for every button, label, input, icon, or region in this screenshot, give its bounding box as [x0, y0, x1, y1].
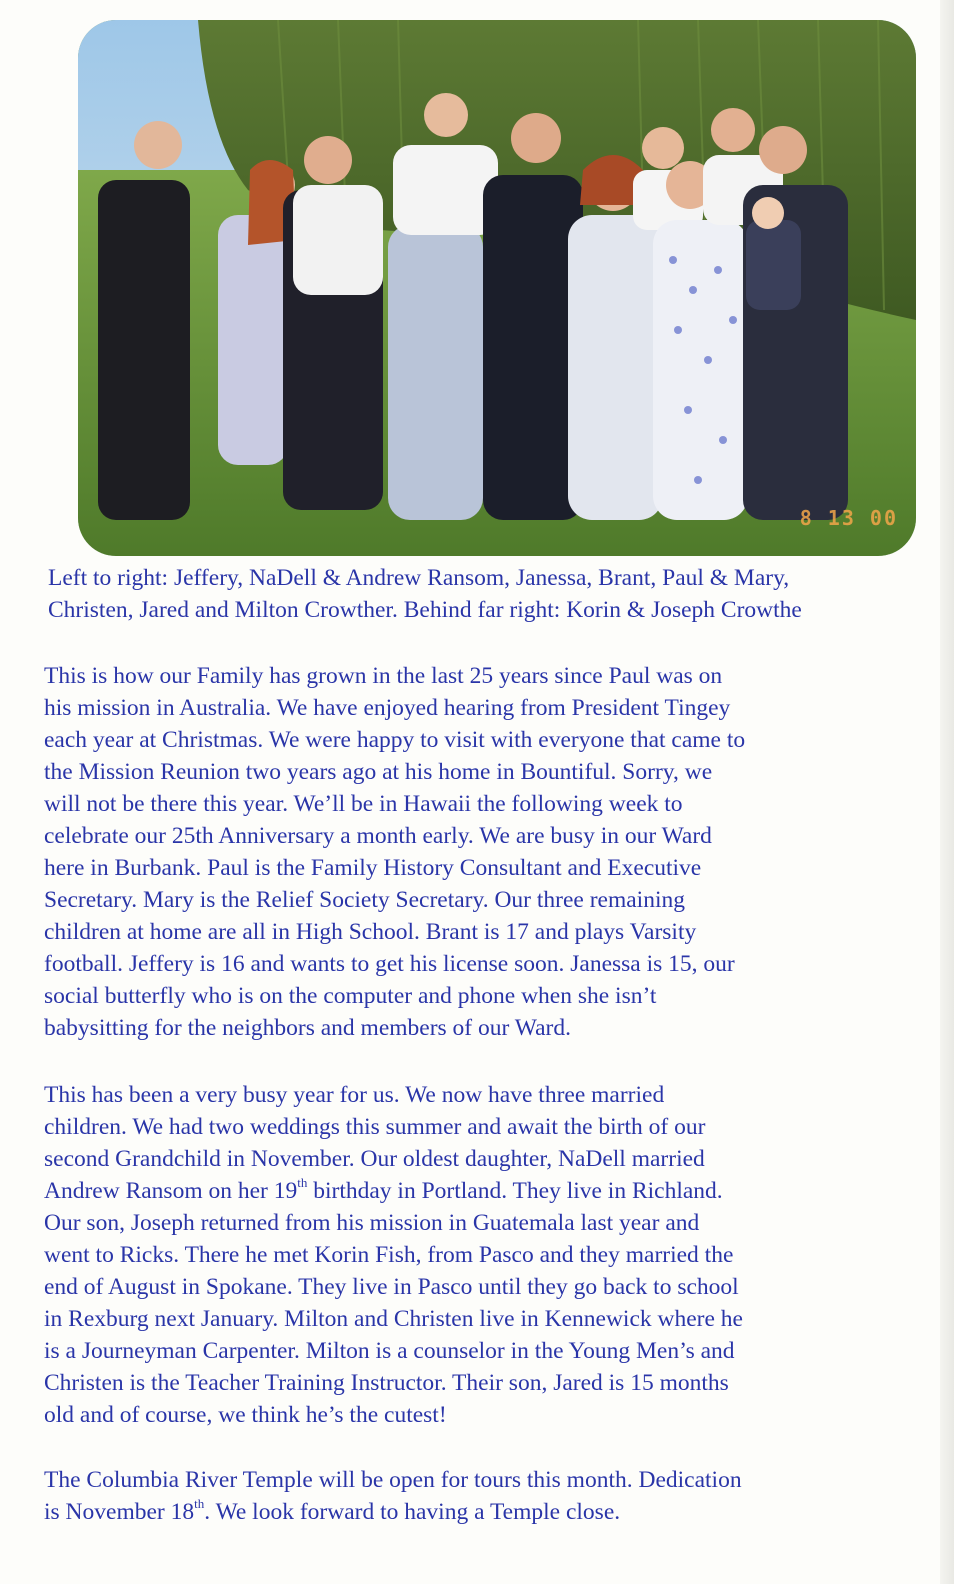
paragraph-temple: [44, 1464, 904, 1528]
photo-date-stamp: 8 13 00: [799, 506, 898, 530]
paragraph-line: football. Jeffery is 16 and wants to get his license soon. Janessa is 15, our: [44, 951, 735, 977]
caption-line: Christen, Jared and Milton Crowther. Behind far right: Korin & Joseph Crowthe: [48, 597, 802, 623]
paragraph-line: second Grandchild in November. Our oldest daughter, NaDell married: [44, 1146, 705, 1172]
family-photo-illustration: [78, 20, 916, 556]
paragraph-line: This is how our Family has grown in the last 25 years since Paul was on: [44, 663, 723, 689]
paragraph-line: end of August in Spokane. They live in Pasco until they go back to school: [44, 1274, 739, 1300]
caption-line: Left to right: Jeffery, NaDell & Andrew Ransom, Janessa, Brant, Paul & Mary,: [48, 565, 790, 591]
ordinal-suffix: th: [194, 1496, 205, 1511]
photo-caption: [48, 562, 948, 626]
paragraph-line: Secretary. Mary is the Relief Society Secretary. Our three remaining: [44, 887, 685, 913]
line-text: birthday in Portland. They live in Richland.: [307, 1178, 723, 1204]
family-photo: [78, 20, 916, 556]
line-text: Andrew Ransom on her 19: [44, 1178, 298, 1204]
paragraph-busy-year: [44, 1079, 904, 1431]
ordinal-suffix: th: [297, 1175, 308, 1190]
paragraph-line-with-ordinal: [44, 1175, 904, 1207]
paragraph-line: each year at Christmas. We were happy to visit with everyone that came to: [44, 727, 746, 753]
paragraph-line: his mission in Australia. We have enjoyed hearing from President Tingey: [44, 695, 731, 721]
paragraph-line-with-ordinal: [44, 1496, 904, 1528]
paragraph-line: social butterfly who is on the computer and phone when she isn’t: [44, 983, 657, 1009]
paragraph-line: The Columbia River Temple will be open for tours this month. Dedication: [44, 1467, 742, 1493]
paragraph-line: will not be there this year. We’ll be in Hawaii the following week to: [44, 791, 683, 817]
line-text: . We look forward to having a Temple close.: [204, 1499, 621, 1525]
paragraph-family-growth: [44, 660, 904, 1044]
paragraph-line: celebrate our 25th Anniversary a month early. We are busy in our Ward: [44, 823, 712, 849]
paragraph-line: old and of course, we think he’s the cutest!: [44, 1402, 447, 1428]
paragraph-line: babysitting for the neighbors and members of our Ward.: [44, 1015, 571, 1041]
paragraph-line: here in Burbank. Paul is the Family History Consultant and Executive: [44, 855, 702, 881]
line-text: is November 18: [44, 1499, 195, 1525]
paragraph-line: in Rexburg next January. Milton and Christen live in Kennewick where he: [44, 1306, 743, 1332]
paragraph-line: Our son, Joseph returned from his mission in Guatemala last year and: [44, 1210, 700, 1236]
paragraph-line: the Mission Reunion two years ago at his home in Bountiful. Sorry, we: [44, 759, 713, 785]
paragraph-line: children at home are all in High School. Brant is 17 and plays Varsity: [44, 919, 697, 945]
paragraph-line: Christen is the Teacher Training Instructor. Their son, Jared is 15 months: [44, 1370, 729, 1396]
paragraph-line: children. We had two weddings this summer and await the birth of our: [44, 1114, 706, 1140]
paragraph-line: went to Ricks. There he met Korin Fish, from Pasco and they married the: [44, 1242, 734, 1268]
page-edge-shadow: [940, 0, 954, 1584]
paragraph-line: This has been a very busy year for us. We now have three married: [44, 1082, 665, 1108]
paragraph-line: is a Journeyman Carpenter. Milton is a counselor in the Young Men’s and: [44, 1338, 735, 1364]
